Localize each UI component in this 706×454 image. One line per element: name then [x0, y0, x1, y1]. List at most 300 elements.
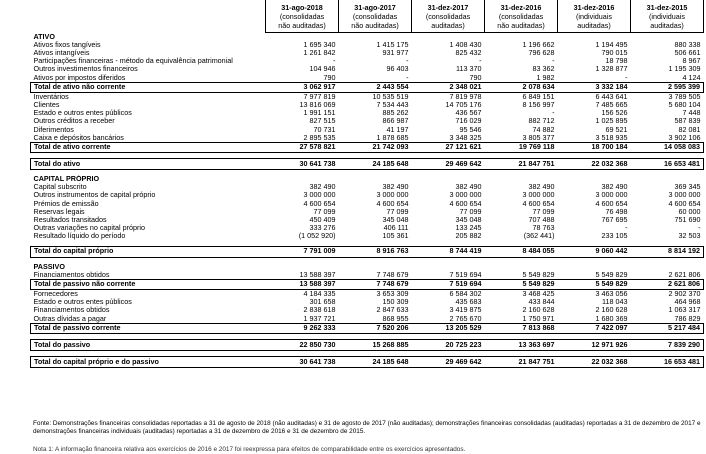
table-row	[31, 101, 704, 109]
value-cell: 1 991 151	[303, 109, 336, 118]
value-cell	[558, 263, 631, 271]
header-blank-cell	[31, 0, 266, 33]
value-cell: 436 567	[455, 109, 482, 118]
value-cell: 3 000 000	[303, 191, 336, 200]
value-cell: 333 276	[309, 224, 336, 233]
value-cell: 78 763	[532, 224, 555, 233]
value-cell: 3 463 056	[595, 289, 628, 298]
column-date: 31-ago-2017	[354, 3, 396, 12]
value-cell: 7 813 868	[485, 323, 558, 333]
row-label: Total do capital próprio e do passivo	[31, 356, 266, 367]
value-cell	[412, 33, 485, 41]
column-date: 31-dez-2017	[427, 3, 469, 12]
row-label: Total de passivo corrente	[31, 323, 266, 333]
table-row	[31, 92, 704, 101]
value-cell: 707 488	[528, 215, 555, 224]
value-cell: 3 062 917	[266, 82, 339, 92]
column-header	[339, 0, 412, 33]
table-row	[31, 298, 704, 306]
value-cell: 5 549 829	[558, 279, 631, 289]
value-cell	[339, 33, 412, 41]
value-cell: 345 048	[455, 215, 482, 224]
value-cell: 5 549 829	[522, 270, 555, 279]
value-cell: 105 361	[382, 232, 409, 241]
row-label: Ativos fixos tangíveis	[33, 40, 101, 49]
table-row	[31, 41, 704, 49]
value-cell: 29 469 642	[412, 158, 485, 169]
row-label: Outros investimentos financeiros	[33, 65, 138, 74]
row-label: Fornecedores	[33, 289, 78, 298]
value-cell: 83 362	[532, 65, 555, 74]
row-label: Ativos intangíveis	[33, 48, 90, 57]
value-cell: 133 245	[455, 224, 482, 233]
column-header	[631, 0, 704, 33]
row-label: Estado e outros entes públicos	[33, 298, 132, 307]
value-cell: 716 029	[455, 117, 482, 126]
value-cell: 76 498	[605, 207, 628, 216]
value-cell: 7 519 694	[412, 279, 485, 289]
table-row	[31, 289, 704, 298]
value-cell: 3 419 875	[449, 306, 482, 315]
value-cell: -	[333, 57, 336, 66]
value-cell: 2 160 628	[522, 306, 555, 315]
value-cell	[266, 175, 339, 183]
row-label: ATIVO	[33, 32, 55, 41]
subtotal-row	[31, 82, 704, 92]
row-label: Ativos por impostos diferidos	[33, 73, 126, 82]
value-cell: -	[625, 224, 628, 233]
row-label: Resultado líquido do período	[33, 232, 126, 241]
column-basis: (consolidadas	[425, 12, 471, 21]
value-cell: 8 814 192	[631, 246, 704, 257]
table-row	[31, 271, 704, 280]
value-cell: 827 515	[309, 117, 336, 126]
value-cell: 825 432	[455, 48, 482, 57]
value-cell	[631, 263, 704, 271]
value-cell: 5 217 484	[631, 323, 704, 333]
row-label: Total do capital próprio	[31, 246, 266, 257]
value-cell: 24 185 648	[339, 356, 412, 367]
column-date: 31-dez-2016	[573, 3, 615, 12]
value-cell: 751 690	[674, 215, 701, 224]
value-cell: -	[698, 224, 701, 233]
value-cell: 8 484 055	[485, 246, 558, 257]
column-basis: (individuais	[649, 12, 685, 21]
value-cell: 382 490	[309, 183, 336, 192]
value-cell: 2 838 618	[303, 306, 336, 315]
row-label: Outros instrumentos de capital próprio	[33, 191, 156, 200]
row-label: Financiamentos obtidos	[33, 270, 110, 279]
value-cell: 15 268 885	[339, 339, 412, 350]
value-cell: 13 205 529	[412, 323, 485, 333]
column-audit-status: não auditadas)	[497, 21, 545, 30]
value-cell: 7 791 009	[266, 246, 339, 257]
value-cell: 19 769 118	[485, 142, 558, 152]
value-cell: 5 680 104	[668, 100, 701, 109]
value-cell: 1 261 842	[303, 48, 336, 57]
row-label: Resultados transitados	[33, 215, 107, 224]
value-cell: 3 348 325	[449, 133, 482, 142]
row-label: Total do passivo	[31, 339, 266, 350]
row-label: Total do ativo	[31, 158, 266, 169]
value-cell: 7 519 694	[449, 270, 482, 279]
column-basis: (individuais	[576, 12, 612, 21]
value-cell: 9 060 442	[558, 246, 631, 257]
value-cell: 29 469 642	[412, 356, 485, 367]
table-row	[31, 74, 704, 83]
value-cell: 1 982	[536, 73, 555, 82]
value-cell: 3 518 935	[595, 133, 628, 142]
value-cell: 77 099	[386, 207, 409, 216]
value-cell	[412, 263, 485, 271]
value-cell: 113 370	[456, 65, 482, 74]
column-basis: (consolidadas	[498, 12, 544, 21]
table-row	[31, 208, 704, 216]
value-cell: 5 549 829	[485, 279, 558, 289]
value-cell: 10 535 519	[372, 92, 409, 101]
value-cell: 70 731	[313, 125, 336, 134]
value-cell: 13 588 397	[266, 279, 339, 289]
value-cell: 2 847 633	[376, 306, 409, 315]
table-row	[31, 216, 704, 224]
table-row	[31, 109, 704, 117]
value-cell: 13 816 069	[299, 100, 336, 109]
value-cell: -	[479, 57, 482, 66]
value-cell: 786 829	[674, 314, 701, 323]
value-cell: 8 967	[682, 57, 701, 66]
value-cell: 4 184 335	[303, 289, 336, 298]
value-cell: 13 588 397	[299, 270, 336, 279]
value-cell: 790	[323, 73, 336, 82]
value-cell: -	[625, 73, 628, 82]
value-cell: 60 000	[678, 207, 701, 216]
value-cell: 1 194 495	[595, 40, 628, 49]
value-cell: 790	[469, 73, 482, 82]
column-audit-status: auditadas)	[431, 21, 465, 30]
value-cell: 6 849 151	[522, 92, 555, 101]
value-cell	[485, 263, 558, 271]
section-heading-row	[31, 33, 704, 41]
value-cell: 382 490	[601, 183, 628, 192]
value-cell: -	[552, 109, 555, 118]
value-cell: 866 987	[382, 117, 409, 126]
value-cell: 868 955	[382, 314, 409, 323]
value-cell: 3 332 184	[558, 82, 631, 92]
value-cell: 16 653 481	[631, 158, 704, 169]
value-cell: 3 000 000	[522, 191, 555, 200]
value-cell: 506 661	[674, 48, 701, 57]
value-cell: 96 403	[386, 65, 409, 74]
balance-sheet-body	[31, 33, 704, 368]
value-cell: 382 490	[528, 183, 555, 192]
value-cell: 156 526	[601, 109, 628, 118]
value-cell: 4 124	[682, 73, 701, 82]
column-date: 31-ago-2018	[281, 3, 323, 12]
table-row	[31, 126, 704, 134]
value-cell: 2 595 399	[631, 82, 704, 92]
value-cell: 3 902 106	[668, 133, 701, 142]
value-cell: 767 695	[601, 215, 628, 224]
value-cell: 4 600 654	[303, 199, 336, 208]
value-cell: -	[552, 57, 555, 66]
value-cell	[558, 175, 631, 183]
value-cell: 435 683	[455, 298, 482, 307]
value-cell: 1 878 685	[376, 133, 409, 142]
row-label: CAPITAL PRÓPRIO	[33, 174, 100, 183]
row-label: Reservas legais	[33, 207, 85, 216]
value-cell: 21 847 751	[485, 158, 558, 169]
value-cell: 30 641 738	[266, 158, 339, 169]
value-cell: 32 503	[678, 232, 701, 241]
value-cell	[485, 175, 558, 183]
value-cell: 7 520 206	[339, 323, 412, 333]
grand-total-row	[31, 246, 704, 257]
section-heading-row	[31, 263, 704, 271]
row-label: Inventários	[33, 92, 69, 101]
value-cell: 22 032 368	[558, 356, 631, 367]
value-cell: 587 839	[674, 117, 701, 126]
row-label: Caixa e depósitos bancários	[33, 133, 124, 142]
balance-sheet-table	[30, 0, 704, 368]
value-cell: 2 621 806	[631, 279, 704, 289]
section-heading-row	[31, 175, 704, 183]
value-cell	[412, 175, 485, 183]
grand-total-row	[31, 339, 704, 350]
value-cell: 7 819 978	[449, 92, 482, 101]
value-cell	[558, 33, 631, 41]
value-cell: 882 712	[528, 117, 555, 126]
value-cell: 14 705 176	[445, 100, 482, 109]
column-header-row	[31, 0, 704, 33]
value-cell: 3 000 000	[376, 191, 409, 200]
value-cell: 1 680 369	[595, 314, 628, 323]
footnote-text: Fonte: Demonstrações financeiras consolidadas reportadas a 31 de agosto de 2018 (não auditadas) e 31 de agosto de 2017 (não auditadas); demonstrações financeiras consolidadas (auditadas) reportadas a 31 de dezembro de 2017 e demonstrações financeiras individuais (auditadas) reportadas a 31 de dezembro de 2016 e 31 de dezembro de 2015.	[33, 420, 701, 435]
value-cell: 9 262 333	[266, 323, 339, 333]
table-row	[31, 117, 704, 125]
value-cell: 433 844	[528, 298, 555, 307]
row-label: Total de ativo não corrente	[31, 82, 266, 92]
value-cell: 82 081	[678, 125, 701, 134]
row-label: Capital subscrito	[33, 183, 87, 192]
column-header	[266, 0, 339, 33]
value-cell: 24 185 648	[339, 158, 412, 169]
value-cell: 2 160 628	[595, 306, 628, 315]
value-cell: 796 628	[528, 48, 555, 57]
value-cell: 1 063 317	[668, 306, 701, 315]
value-cell: 1 025 895	[595, 117, 628, 126]
value-cell: 18 700 184	[558, 142, 631, 152]
column-header	[558, 0, 631, 33]
table-row	[31, 65, 704, 73]
row-label: Participações financeiras - método da equivalência patrimonial	[33, 57, 233, 66]
row-label: Outras dívidas a pagar	[33, 314, 107, 323]
value-cell: 20 725 223	[412, 339, 485, 350]
row-label: Clientes	[33, 100, 60, 109]
column-header	[485, 0, 558, 33]
value-cell: 6 584 302	[449, 289, 482, 298]
value-cell: 406 111	[383, 224, 409, 233]
value-cell: 1 328 877	[595, 65, 628, 74]
column-basis: (consolidadas	[279, 12, 325, 21]
subtotal-row	[31, 279, 704, 289]
value-cell: 2 765 670	[449, 314, 482, 323]
row-label: Outras variações no capital próprio	[33, 224, 145, 233]
subtotal-row	[31, 323, 704, 333]
value-cell: 22 032 368	[558, 158, 631, 169]
value-cell: 6 443 641	[595, 92, 628, 101]
value-cell: 41 197	[386, 125, 409, 134]
value-cell: 77 099	[313, 207, 336, 216]
value-cell: 450 409	[309, 215, 336, 224]
value-cell: 2 078 634	[485, 82, 558, 92]
row-label: Total de passivo não corrente	[31, 279, 266, 289]
value-cell: 1 408 430	[449, 40, 482, 49]
value-cell: 7 422 097	[558, 323, 631, 333]
column-audit-status: não auditadas)	[278, 21, 326, 30]
value-cell: 2 895 535	[303, 133, 336, 142]
value-cell: 7 748 679	[376, 270, 409, 279]
value-cell	[631, 175, 704, 183]
value-cell: (362 441)	[523, 232, 555, 241]
value-cell: 8 156 997	[522, 100, 555, 109]
value-cell: 22 850 730	[266, 339, 339, 350]
value-cell: 1 695 340	[303, 40, 336, 49]
value-cell: 27 121 621	[412, 142, 485, 152]
value-cell: 21 847 751	[485, 356, 558, 367]
value-cell: 2 902 370	[668, 289, 701, 298]
value-cell: 21 742 093	[339, 142, 412, 152]
value-cell: 77 099	[532, 207, 555, 216]
column-date: 31-dez-2016	[500, 3, 542, 12]
value-cell: 345 048	[382, 215, 409, 224]
column-header	[412, 0, 485, 33]
value-cell: 3 000 000	[449, 191, 482, 200]
value-cell: 7 534 443	[376, 100, 409, 109]
value-cell: 12 971 926	[558, 339, 631, 350]
value-cell: 5 549 829	[595, 270, 628, 279]
value-cell: 382 490	[455, 183, 482, 192]
value-cell: -	[406, 57, 409, 66]
table-row	[31, 315, 704, 324]
value-cell: 1 750 971	[522, 314, 555, 323]
value-cell: 14 058 083	[631, 142, 704, 152]
column-audit-status: auditadas)	[650, 21, 684, 30]
column-date: 31-dez-2015	[646, 3, 688, 12]
note-footnote: Nota 1: A informação financeira relativa aos exercícios de 2016 e 2017 foi reexpressa para efeitos de comparabilidade entre os exercícios apresentados.	[33, 446, 466, 453]
value-cell	[339, 175, 412, 183]
value-cell: 4 600 654	[449, 199, 482, 208]
value-cell: 7 977 819	[303, 92, 336, 101]
row-label: Financiamentos obtidos	[33, 306, 110, 315]
value-cell	[485, 33, 558, 41]
table-row	[31, 57, 704, 65]
value-cell: 885 262	[382, 109, 409, 118]
value-cell	[266, 263, 339, 271]
value-cell: (1 052 920)	[298, 232, 336, 241]
row-label: Outros créditos a receber	[33, 117, 115, 126]
value-cell: 2 443 554	[339, 82, 412, 92]
value-cell: 3 468 425	[522, 289, 555, 298]
value-cell: 30 641 738	[266, 356, 339, 367]
value-cell: 104 946	[309, 65, 336, 74]
value-cell: 1 195 309	[668, 65, 701, 74]
value-cell: 16 653 481	[631, 356, 704, 367]
source-footnote	[33, 420, 701, 436]
value-cell: 150 309	[382, 298, 409, 307]
value-cell: 3 789 505	[668, 92, 701, 101]
value-cell: 233 105	[601, 232, 628, 241]
value-cell: 880 338	[674, 40, 701, 49]
value-cell	[266, 33, 339, 41]
value-cell: 3 805 377	[522, 133, 555, 142]
value-cell: 18 798	[605, 57, 628, 66]
value-cell: 301 658	[309, 298, 336, 307]
row-label: Total de ativo corrente	[31, 142, 266, 152]
value-cell: 1 196 662	[522, 40, 555, 49]
value-cell: 4 600 654	[376, 199, 409, 208]
table-row	[31, 232, 704, 240]
value-cell: 205 882	[455, 232, 482, 241]
value-cell: 7 448	[682, 109, 701, 118]
value-cell: 7 748 679	[339, 279, 412, 289]
value-cell: 74 882	[532, 125, 555, 134]
column-basis: (consolidadas	[352, 12, 398, 21]
value-cell: 13 363 697	[485, 339, 558, 350]
column-audit-status: auditadas)	[577, 21, 611, 30]
row-label: Estado e outros entes públicos	[33, 109, 132, 118]
table-row	[31, 191, 704, 199]
value-cell: 3 000 000	[595, 191, 628, 200]
column-audit-status: não auditadas)	[351, 21, 399, 30]
table-row	[31, 224, 704, 232]
table-row	[31, 183, 704, 191]
value-cell: 1 415 175	[376, 40, 409, 49]
value-cell: 4 600 654	[668, 199, 701, 208]
table-row	[31, 134, 704, 143]
value-cell: 69 521	[605, 125, 628, 134]
value-cell: 790 015	[601, 48, 628, 57]
grand-total-row	[31, 158, 704, 169]
value-cell	[631, 33, 704, 41]
value-cell: 931 977	[382, 48, 409, 57]
value-cell: 3 653 309	[376, 289, 409, 298]
table-row	[31, 200, 704, 208]
value-cell: 4 600 654	[522, 199, 555, 208]
row-label: Diferimentos	[33, 125, 74, 134]
table-row	[31, 306, 704, 314]
value-cell: 3 000 000	[668, 191, 701, 200]
value-cell: 369 345	[674, 183, 701, 192]
subtotal-row	[31, 142, 704, 152]
value-cell: 382 490	[382, 183, 409, 192]
value-cell: 118 043	[602, 298, 628, 307]
value-cell: 27 578 821	[266, 142, 339, 152]
value-cell: 2 621 806	[668, 270, 701, 279]
value-cell: 2 348 021	[412, 82, 485, 92]
value-cell: 77 099	[459, 207, 482, 216]
table-row	[31, 49, 704, 57]
value-cell: 4 600 654	[595, 199, 628, 208]
row-label: Prémios de emissão	[33, 199, 99, 208]
value-cell: 95 546	[459, 125, 482, 134]
value-cell: 464 968	[674, 298, 701, 307]
row-label: PASSIVO	[33, 262, 65, 271]
value-cell: 1 937 721	[303, 314, 336, 323]
value-cell	[339, 263, 412, 271]
value-cell: -	[406, 73, 409, 82]
value-cell: 7 485 665	[595, 100, 628, 109]
value-cell: 7 839 290	[631, 339, 704, 350]
